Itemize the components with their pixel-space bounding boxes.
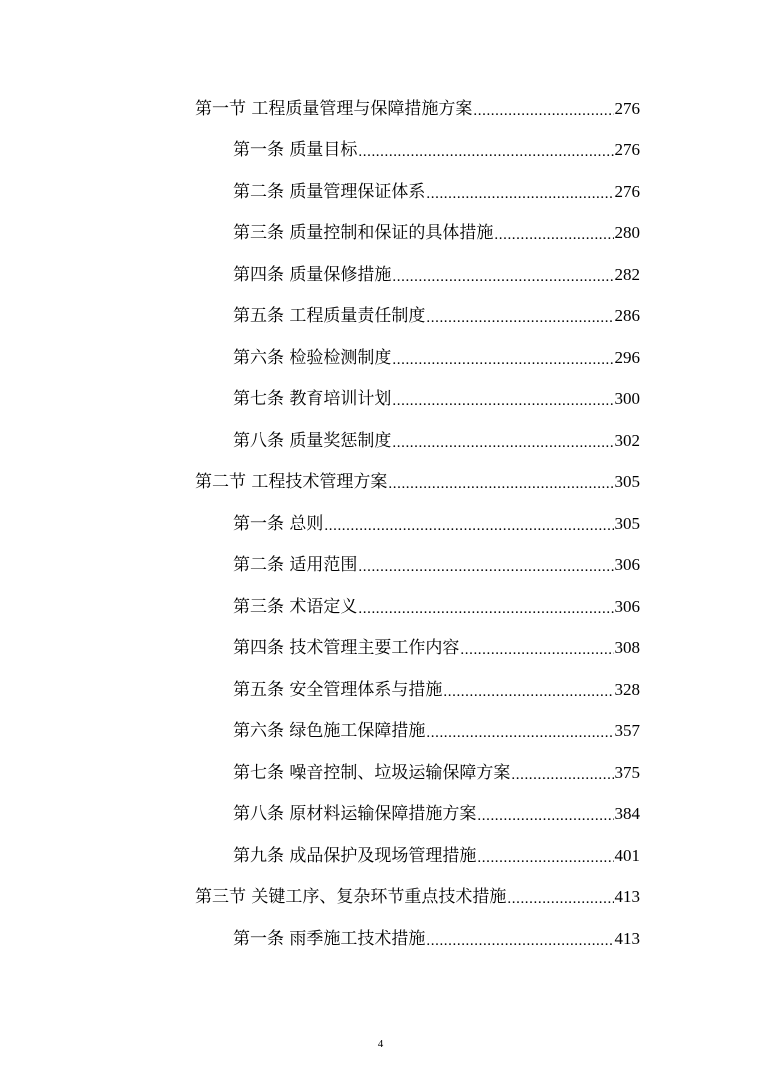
toc-article-entry[interactable] [0,254,640,296]
toc-article-entry[interactable] [0,711,640,753]
toc-dot-leader [358,596,613,618]
toc-entry-label: 第六条 检验检测制度 [233,347,392,368]
toc-entry-page-number: 305 [614,472,640,492]
toc-entry-label: 第八条 原材料运输保障措施方案 [233,804,477,825]
toc-article-entry[interactable] [0,752,640,794]
toc-entry-page-number: 300 [614,389,640,409]
toc-entry-page-number: 375 [614,762,640,782]
page-number: 4 [377,1038,384,1050]
toc-dot-leader [392,388,613,410]
toc-article-entry[interactable] [0,337,640,379]
toc-dot-leader [443,679,613,701]
toc-entry-page-number: 306 [614,555,640,575]
toc-entry-label: 第六条 绿色施工保障措施 [233,721,426,742]
toc-entry-page-number: 302 [614,430,640,450]
toc-section-entry[interactable] [0,462,640,504]
toc-dot-leader [392,430,613,452]
toc-entry-label: 第三节 关键工序、复杂环节重点技术措施 [195,887,507,908]
toc-entry-page-number: 308 [614,638,640,658]
toc-entry-label: 第五条 工程质量责任制度 [233,306,426,327]
toc-entry-label: 第七条 噪音控制、垃圾运输保障方案 [233,762,511,783]
toc-article-entry[interactable] [0,918,640,960]
toc-article-entry[interactable] [0,503,640,545]
toc-dot-leader [392,347,613,369]
toc-dot-leader [477,803,613,825]
toc-article-entry[interactable] [0,296,640,338]
toc-entry-page-number: 282 [614,264,640,284]
toc-article-entry[interactable] [0,835,640,877]
toc-dot-leader [494,222,613,244]
toc-dot-leader [460,637,613,659]
table-of-contents [0,88,761,960]
toc-entry-page-number: 413 [614,928,640,948]
toc-dot-leader [392,264,613,286]
toc-entry-page-number: 413 [614,887,640,907]
toc-entry-label: 第二条 适用范围 [233,555,358,576]
toc-dot-leader [507,886,613,908]
toc-entry-label: 第五条 安全管理体系与措施 [233,679,443,700]
toc-article-entry[interactable] [0,586,640,628]
toc-entry-label: 第四条 技术管理主要工作内容 [233,638,460,659]
toc-dot-leader [358,554,613,576]
toc-article-entry[interactable] [0,545,640,587]
toc-dot-leader [426,720,613,742]
toc-entry-page-number: 328 [614,679,640,699]
toc-article-entry[interactable] [0,628,640,670]
toc-entry-label: 第二条 质量管理保证体系 [233,181,426,202]
toc-entry-page-number: 401 [614,845,640,865]
toc-article-entry[interactable] [0,130,640,172]
toc-dot-leader [426,181,613,203]
toc-entry-page-number: 384 [614,804,640,824]
toc-entry-page-number: 296 [614,347,640,367]
toc-dot-leader [324,513,613,535]
toc-section-entry[interactable] [0,877,640,919]
toc-entry-page-number: 306 [614,596,640,616]
toc-entry-label: 第一条 雨季施工技术措施 [233,928,426,949]
toc-entry-label: 第一条 总则 [233,513,324,534]
toc-dot-leader [511,762,613,784]
toc-article-entry[interactable] [0,420,640,462]
toc-entry-page-number: 276 [614,140,640,160]
toc-dot-leader [473,98,613,120]
toc-entry-page-number: 276 [614,181,640,201]
toc-entry-label: 第七条 教育培训计划 [233,389,392,410]
toc-entry-label: 第一条 质量目标 [233,140,358,161]
toc-entry-page-number: 357 [614,721,640,741]
toc-dot-leader [426,928,613,950]
toc-article-entry[interactable] [0,213,640,255]
toc-entry-label: 第三条 术语定义 [233,596,358,617]
toc-entry-page-number: 280 [614,223,640,243]
toc-dot-leader [358,139,613,161]
toc-entry-page-number: 276 [614,98,640,118]
toc-dot-leader [388,471,613,493]
toc-entry-label: 第一节 工程质量管理与保障措施方案 [195,98,473,119]
toc-dot-leader [477,845,613,867]
toc-section-entry[interactable] [0,88,640,130]
toc-entry-label: 第三条 质量控制和保证的具体措施 [233,223,494,244]
toc-entry-label: 第八条 质量奖惩制度 [233,430,392,451]
toc-entry-label: 第四条 质量保修措施 [233,264,392,285]
toc-article-entry[interactable] [0,669,640,711]
toc-article-entry[interactable] [0,171,640,213]
toc-entry-page-number: 305 [614,513,640,533]
toc-entry-page-number: 286 [614,306,640,326]
toc-article-entry[interactable] [0,794,640,836]
toc-article-entry[interactable] [0,379,640,421]
toc-dot-leader [426,305,613,327]
toc-entry-label: 第二节 工程技术管理方案 [195,472,388,493]
toc-entry-label: 第九条 成品保护及现场管理措施 [233,845,477,866]
